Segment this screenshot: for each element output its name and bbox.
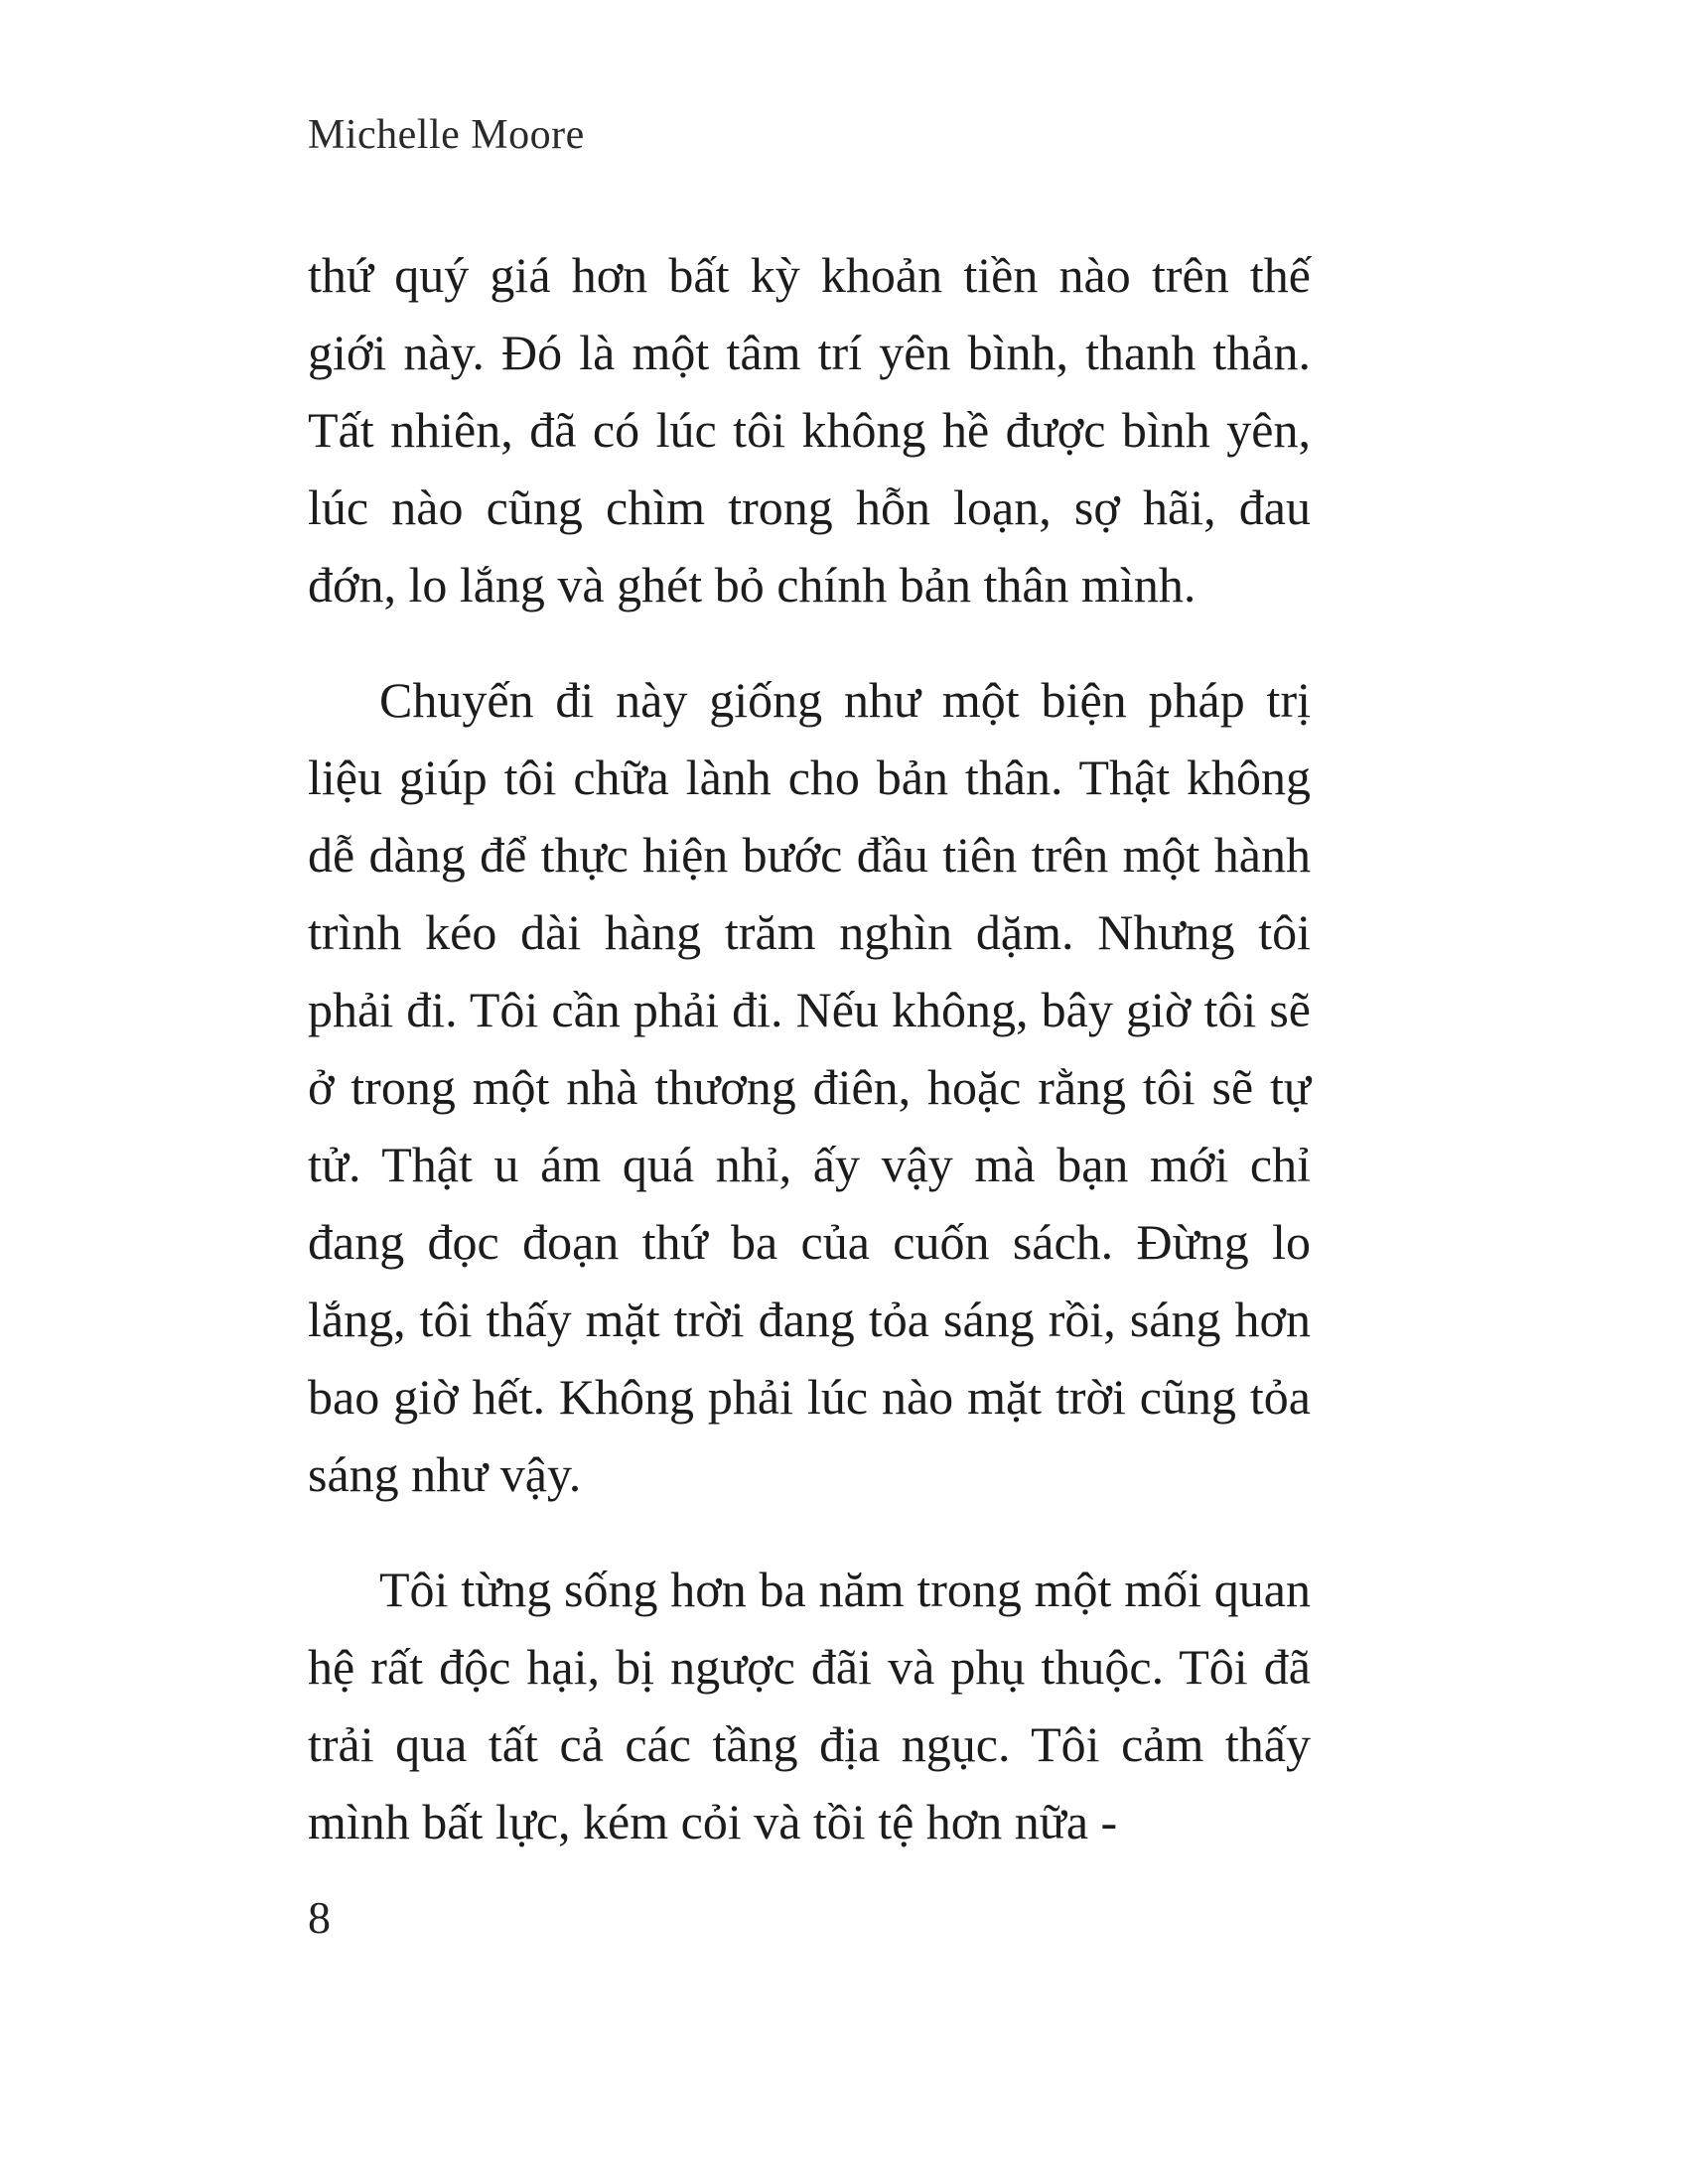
- page-number: 8: [308, 1892, 331, 1943]
- paragraph-3: Tôi từng sống hơn ba năm trong một mối quan hệ rất độc hại, bị ngược đãi và phụ thuộc. Tôi đã trải qua tất cả các tầng địa ngục. Tôi cảm thấy mình bất lực, kém cỏi và tồi tệ hơn nữa -: [308, 1562, 1311, 1849]
- running-header: Michelle Moore: [308, 112, 585, 158]
- paragraph-2: Chuyến đi này giống như một biện pháp trị liệu giúp tôi chữa lành cho bản thân. Thật không dễ dàng để thực hiện bước đầu tiên trên một hành trình kéo dài hàng trăm nghìn dặm. Nhưng tôi phải đi. Tôi cần phải đi. Nếu không, bây giờ tôi sẽ ở trong một nhà thương điên, hoặc rằng tôi sẽ tự tử. Thật u ám quá nhỉ, ấy vậy mà bạn mới chỉ đang đọc đoạn thứ ba của cuốn sách. Đừng lo lắng, tôi thấy mặt trời đang tỏa sáng rồi, sáng hơn bao giờ hết. Không phải lúc nào mặt trời cũng tỏa sáng như vậy.: [308, 672, 1311, 1502]
- body-text: [308, 236, 1311, 1898]
- paragraph-1: thứ quý giá hơn bất kỳ khoản tiền nào trên thế giới này. Đó là một tâm trí yên bình, thanh thản. Tất nhiên, đã có lúc tôi không hề được bình yên, lúc nào cũng chìm trong hỗn loạn, sợ hãi, đau đớn, lo lắng và ghét bỏ chính bản thân mình.: [308, 247, 1311, 613]
